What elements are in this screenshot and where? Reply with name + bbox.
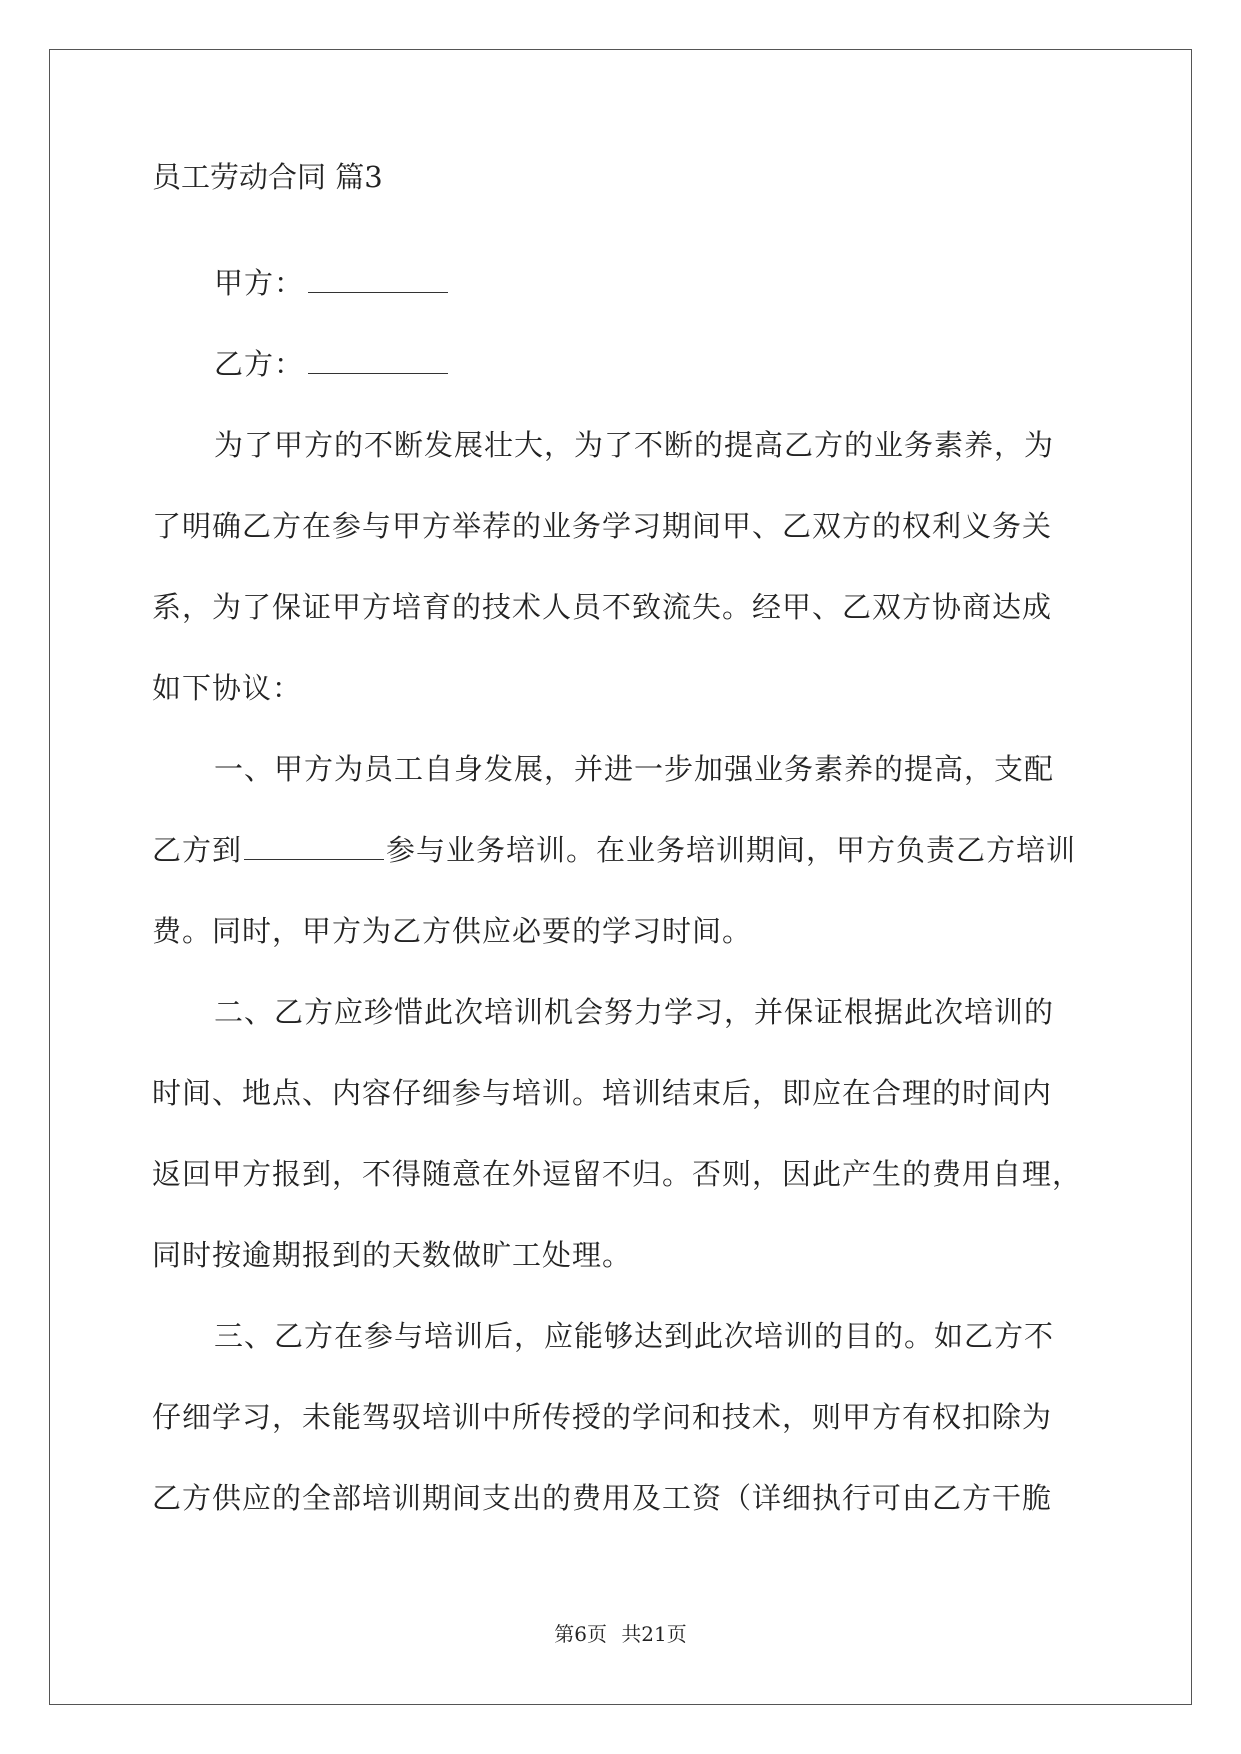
party-a-blank	[308, 272, 448, 293]
clause3-line: 仔细学习，未能驾驭培训中所传授的学问和技术，则甲方有权扣除为	[152, 1400, 1053, 1434]
page-total: 共21页	[621, 1622, 687, 1646]
clause3-line: 三、乙方在参与培训后，应能够达到此次培训的目的。如乙方不	[214, 1319, 1055, 1353]
clause2-line: 同时按逾期报到的天数做旷工处理。	[152, 1238, 633, 1272]
intro-line: 系，为了保证甲方培育的技术人员不致流失。经甲、乙双方协商达成	[152, 590, 1053, 624]
clause3-line: 乙方供应的全部培训期间支出的费用及工资（详细执行可由乙方干脆	[152, 1481, 1053, 1515]
clause1-line: 一、甲方为员工自身发展，并进一步加强业务素养的提高，支配	[214, 752, 1055, 786]
clause2-line: 二、乙方应珍惜此次培训机会努力学习，并保证根据此次培训的	[214, 995, 1055, 1029]
page-footer	[0, 1618, 1241, 1647]
clause1-text: 参与业务培训。在业务培训期间，甲方负责乙方培训	[386, 833, 1077, 867]
clause1-line	[152, 810, 1092, 891]
party-b-line	[152, 324, 1092, 405]
intro-line: 了明确乙方在参与甲方举荐的业务学习期间甲、乙双方的权利义务关	[152, 509, 1053, 543]
party-a-label: 甲方：	[214, 266, 305, 300]
party-b-blank	[308, 353, 448, 374]
clause1-text: 乙方到	[152, 833, 243, 867]
clause1-line: 费。同时，甲方为乙方供应必要的学习时间。	[152, 914, 753, 948]
party-b-label: 乙方：	[214, 347, 305, 381]
intro-line: 如下协议：	[152, 671, 303, 705]
intro-line: 为了甲方的不断发展壮大，为了不断的提高乙方的业务素养，为	[214, 428, 1055, 462]
page-number: 第6页	[554, 1622, 607, 1646]
document-body	[152, 160, 1092, 1539]
clause2-line: 时间、地点、内容仔细参与培训。培训结束后，即应在合理的时间内	[152, 1076, 1053, 1110]
party-a-line	[152, 243, 1092, 324]
clause2-line: 返回甲方报到，不得随意在外逗留不归。否则，因此产生的费用自理，	[152, 1157, 1083, 1191]
document-title: 员工劳动合同 篇3	[152, 160, 383, 194]
training-location-blank	[244, 839, 384, 860]
